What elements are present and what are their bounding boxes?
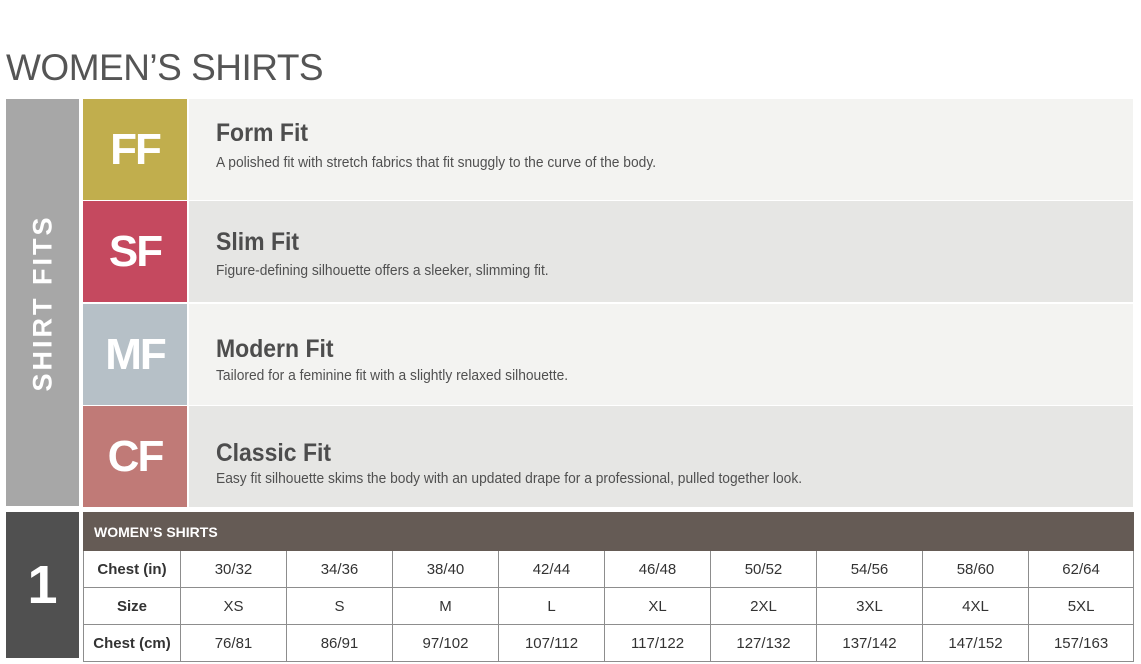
table-row — [84, 588, 1134, 625]
table-cell: 42/44 — [499, 551, 605, 588]
shirt-fits-side-label — [6, 99, 79, 506]
table-cell: 86/91 — [287, 625, 393, 662]
table-cell: 34/36 — [287, 551, 393, 588]
table-cell: 38/40 — [393, 551, 499, 588]
fit-body — [189, 99, 1133, 200]
table-cell: 5XL — [1029, 588, 1134, 625]
table-cell: 3XL — [817, 588, 923, 625]
table-cell: 58/60 — [923, 551, 1029, 588]
size-chart-header: WOMEN’S SHIRTS — [84, 513, 1134, 551]
table-cell: 157/163 — [1029, 625, 1134, 662]
table-cell: 76/81 — [181, 625, 287, 662]
fit-description: Figure-defining silhouette offers a sleeker, slimming fit. — [216, 262, 549, 279]
size-chart-number: 1 — [6, 512, 79, 658]
fit-row-slim-fit — [83, 201, 1133, 302]
table-cell: 127/132 — [711, 625, 817, 662]
fit-description: Easy fit silhouette skims the body with an updated drape for a professional, pulled together look. — [216, 470, 803, 487]
fit-name: Form Fit — [216, 119, 308, 147]
table-cell: XS — [181, 588, 287, 625]
row-label: Chest (cm) — [84, 625, 181, 662]
fit-code-badge: CF — [83, 406, 187, 507]
fit-description: A polished fit with stretch fabrics that fit snuggly to the curve of the body. — [216, 154, 657, 171]
table-row — [84, 625, 1134, 662]
fit-row-classic-fit — [83, 406, 1133, 507]
table-cell: 2XL — [711, 588, 817, 625]
table-cell: 50/52 — [711, 551, 817, 588]
fit-code-badge: FF — [83, 99, 187, 200]
table-cell: 4XL — [923, 588, 1029, 625]
table-cell: 30/32 — [181, 551, 287, 588]
row-label: Size — [84, 588, 181, 625]
fit-body — [189, 406, 1133, 507]
fit-body — [189, 304, 1133, 405]
table-cell: S — [287, 588, 393, 625]
fit-description: Tailored for a feminine fit with a slightly relaxed silhouette. — [216, 367, 569, 384]
table-cell: M — [393, 588, 499, 625]
fit-code-badge: MF — [83, 304, 187, 405]
table-cell: 46/48 — [605, 551, 711, 588]
table-cell: XL — [605, 588, 711, 625]
fit-row-form-fit — [83, 99, 1133, 200]
table-cell: 97/102 — [393, 625, 499, 662]
size-chart-table — [83, 512, 1134, 662]
shirt-fits-label-text: SHIRT FITS — [27, 214, 57, 391]
table-cell: 137/142 — [817, 625, 923, 662]
fit-name: Slim Fit — [216, 228, 300, 256]
table-cell: L — [499, 588, 605, 625]
page-title: WOMEN’S SHIRTS — [6, 47, 324, 88]
fit-name: Classic Fit — [216, 439, 332, 467]
fit-row-modern-fit — [83, 304, 1133, 405]
row-label: Chest (in) — [84, 551, 181, 588]
fit-body — [189, 201, 1133, 302]
table-cell: 107/112 — [499, 625, 605, 662]
table-cell: 117/122 — [605, 625, 711, 662]
fit-code-badge: SF — [83, 201, 187, 302]
table-cell: 147/152 — [923, 625, 1029, 662]
table-cell: 62/64 — [1029, 551, 1134, 588]
table-row — [84, 551, 1134, 588]
table-cell: 54/56 — [817, 551, 923, 588]
fit-name: Modern Fit — [216, 335, 334, 363]
